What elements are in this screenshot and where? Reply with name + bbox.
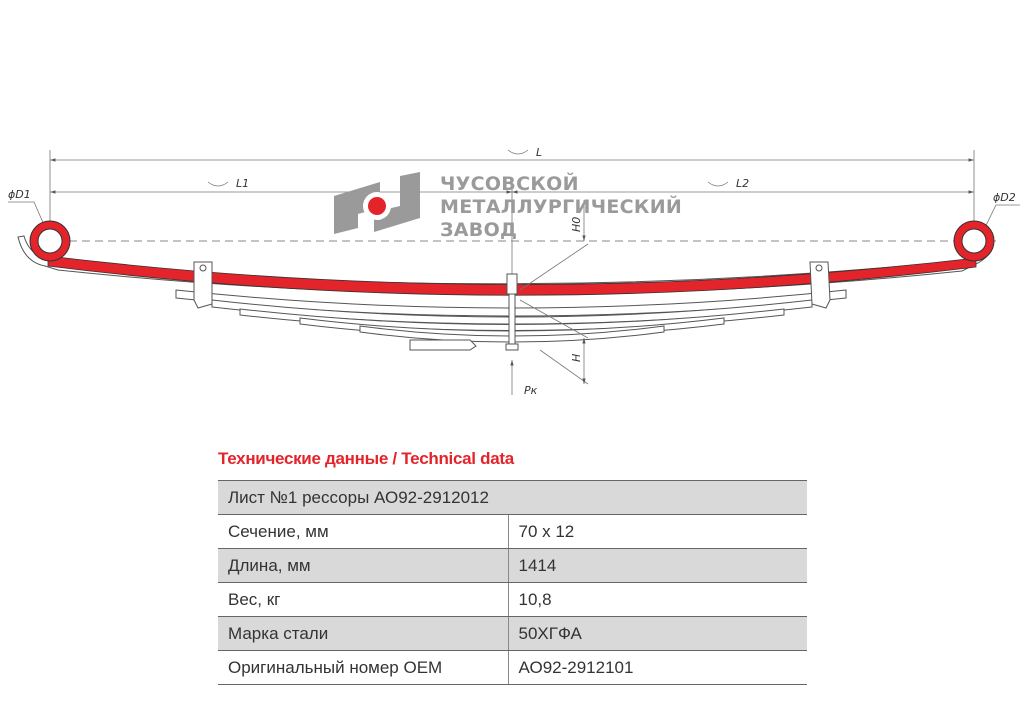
row-value: АО92-2912101 — [508, 651, 807, 685]
tech-data-title: Технические данные / Technical data — [218, 449, 514, 468]
label-right-length: L2 — [736, 177, 750, 190]
table-row — [218, 515, 807, 549]
eye-left — [30, 221, 70, 261]
row-label: Оригинальный номер OEM — [218, 651, 508, 685]
label-total-length: L — [536, 146, 543, 159]
logo-line-2: МЕТАЛЛУРГИЧЕСКИЙ — [440, 196, 683, 218]
label-eye-right: ϕD2 — [993, 191, 1016, 204]
label-eye-left: ϕD1 — [8, 188, 31, 201]
clamp-left — [194, 262, 212, 308]
label-left-length: L1 — [236, 177, 250, 190]
row-label: Марка стали — [218, 617, 508, 651]
logo-mark — [334, 172, 420, 234]
row-value: 70 х 12 — [508, 515, 807, 549]
logo-line-1: ЧУСОВСКОЙ — [440, 173, 579, 195]
row-value: 50ХГФА — [508, 617, 807, 651]
label-height-loaded: H — [570, 353, 583, 362]
label-height-free: H0 — [570, 216, 583, 232]
table-row — [218, 583, 807, 617]
table-row — [218, 549, 807, 583]
table-row — [218, 651, 807, 685]
row-label: Вес, кг — [218, 583, 508, 617]
table-header-row — [218, 481, 807, 515]
row-label: Длина, мм — [218, 549, 508, 583]
row-label: Сечение, мм — [218, 515, 508, 549]
spec-table — [218, 480, 807, 685]
table-header: Лист №1 рессоры АО92-2912012 — [218, 481, 807, 515]
logo-line-3: ЗАВОД — [440, 219, 518, 241]
row-value: 10,8 — [508, 583, 807, 617]
row-value: 1414 — [508, 549, 807, 583]
label-load: Pк — [524, 384, 538, 397]
clamp-right — [810, 262, 830, 308]
company-logo — [334, 172, 682, 241]
eye-right — [954, 221, 994, 261]
table-row — [218, 617, 807, 651]
